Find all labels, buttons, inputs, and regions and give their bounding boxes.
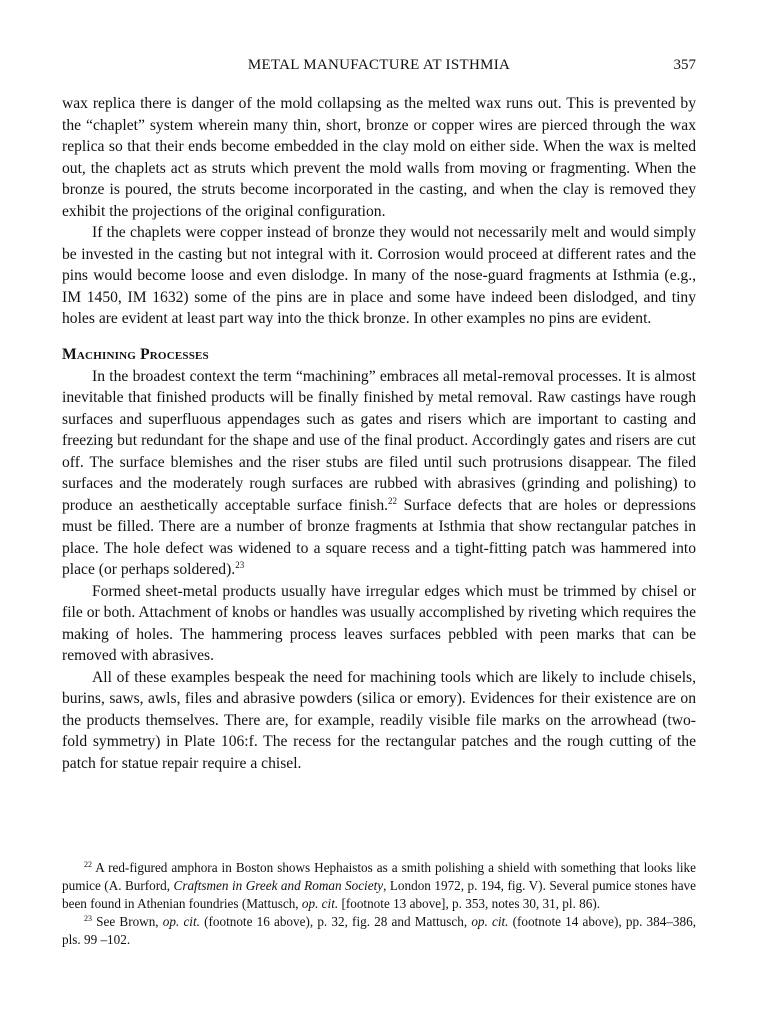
paragraph-machining-text-b: Surface defects that are holes or depressions must be filled. There are a number of bronze fragments at Isthmia that show rectangular patches in place. The hole defect was widened to a square recess and a tight-fitting patch was hammered into place (or perhaps soldered). bbox=[62, 496, 696, 578]
footnote-23-op-cit-2: op. cit. bbox=[471, 914, 509, 929]
footnote-22-number: 22 bbox=[84, 860, 92, 869]
footnote-23-text-a: See Brown, bbox=[92, 914, 163, 929]
main-text bbox=[62, 93, 696, 774]
page-number: 357 bbox=[673, 57, 696, 73]
footnote-ref-22: 22 bbox=[388, 495, 398, 506]
footnote-23-text-b: (footnote 16 above), p. 32, fig. 28 and Mattusch, bbox=[199, 914, 472, 929]
paragraph-chaplet: wax replica there is danger of the mold collapsing as the melted wax runs out. This is prevented by the “chaplet” system wherein many thin, short, bronze or copper wires are pierced through the wax replica so that their ends become embedded in the clay mold on either side. When the wax is melted out, the chaplets act as struts which prevent the mold walls from moving or fragmenting. When the bronze is poured, the struts become incorporated in the casting, and when the clay is removed they exhibit the projections of the original configuration. bbox=[62, 95, 696, 220]
footnote-22-text-c: [footnote 13 above], p. 353, notes 30, 31, pl. 86). bbox=[338, 896, 601, 911]
footnote-22-op-cit: op. cit. bbox=[301, 896, 339, 911]
running-title: METAL MANUFACTURE AT ISTHMIA bbox=[247, 57, 511, 73]
paragraph-tools: All of these examples bespeak the need for machining tools which are likely to include chisels, burins, saws, awls, files and abrasive powders (silica or emory). Evidences for their existence are on the products themselves. There are, for example, readily visible file marks on the arrowhead (two-fold symmetry) in Plate 106:f. The recess for the rectangular patches and the rough cutting of the patch for statue repair require a chisel. bbox=[62, 668, 696, 772]
footnote-22-text-a: A red-figured amphora in Boston shows Hephaistos as a smith polishing a shield with something that looks like pumice (A. Burford, bbox=[62, 860, 696, 893]
page-header bbox=[62, 57, 696, 79]
paragraph-machining-text-a: In the broadest context the term “machining” embraces all metal-removal processes. It is almost inevitable that finished products will be finally finished by metal removal. Raw castings have rough surfaces and superfluous appendages such as gates and risers which are important to casting and freezing but redundant for the shape and use of the final product. Accordingly gates and risers are cut off. The surface blemishes and the riser stubs are filed until such protrusions disappear. The filed surfaces and the moderately rough surfaces are rubbed with abrasives (grinding and polishing) to produce an aesthetically acceptable surface finish. bbox=[62, 367, 696, 514]
footnote-22 bbox=[62, 859, 696, 913]
paragraph-machining bbox=[62, 366, 696, 581]
footnote-ref-23: 23 bbox=[235, 560, 245, 570]
footnote-23-number: 23 bbox=[84, 914, 92, 923]
footnote-22-book-title: Craftsmen in Greek and Roman Society bbox=[173, 878, 384, 893]
paragraph-sheet-metal: Formed sheet-metal products usually have irregular edges which must be trimmed by chisel or file or both. Attachment of knobs or handles was usually accomplished by riveting which requires the making of holes. The hammering process leaves surfaces pebbled with peen marks that can be removed with abrasives. bbox=[62, 582, 696, 664]
footnote-23 bbox=[62, 913, 696, 949]
footnotes bbox=[62, 859, 696, 949]
paragraph-copper-chaplets: If the chaplets were copper instead of bronze they would not necessarily melt and would simply be invested in the casting but not integral with it. Corrosion would proceed at different rates and the pins would become loose and even dislodge. In many of the nose-guard fragments at Isthmia (e.g., IM 1450, IM 1632) some of the pins are in place and some have indeed been dislodged, and tiny holes are evident at least part way into the thick bronze. In other examples no pins are evident. bbox=[62, 224, 696, 327]
footnote-23-op-cit-1: op. cit. bbox=[162, 914, 200, 929]
footnote-23-text-c: (footnote 14 above), pp. 384–386, pls. 99 –102. bbox=[62, 914, 696, 947]
footnote-22-text-b: , London 1972, p. 194, fig. V). Several pumice stones have been found in Athenian foundries (Mattusch, bbox=[62, 878, 697, 911]
section-heading: Machining Processes bbox=[62, 345, 209, 363]
